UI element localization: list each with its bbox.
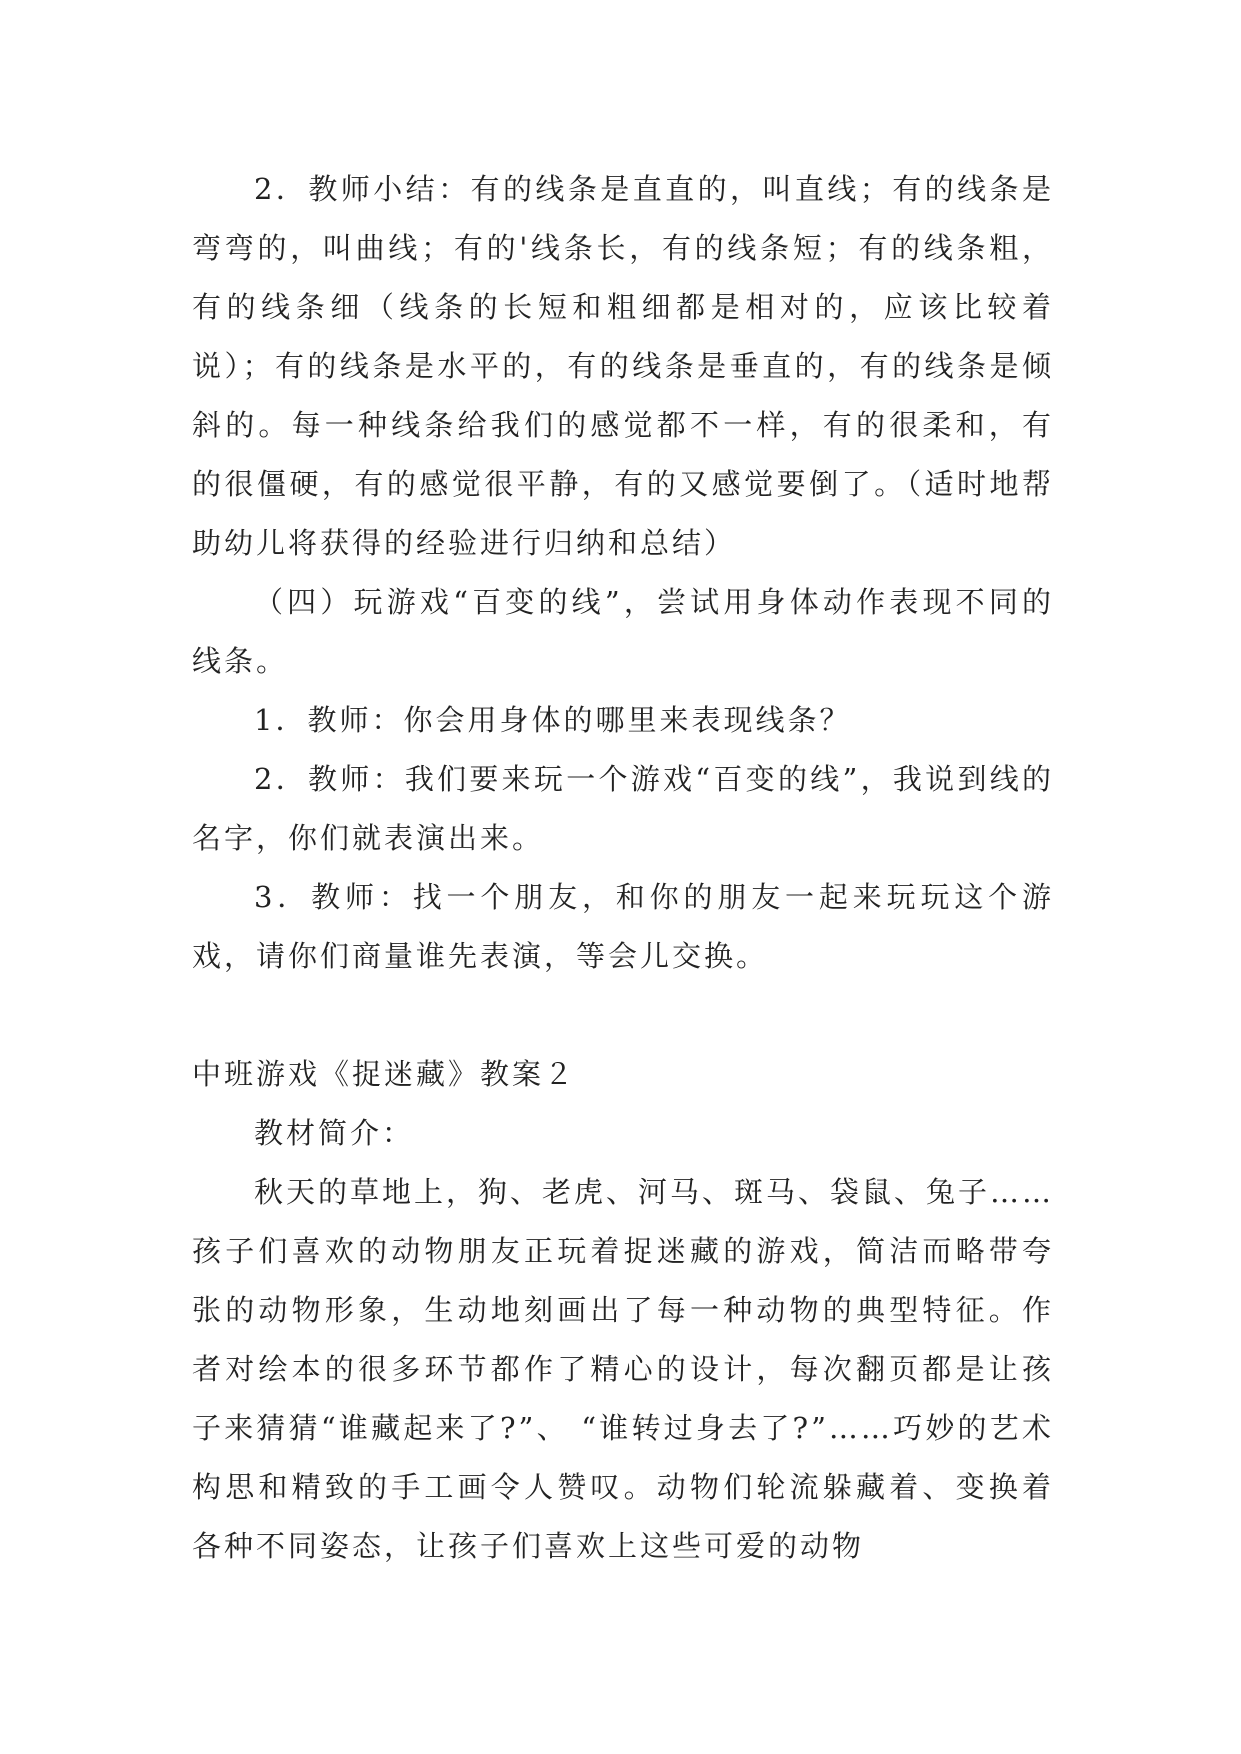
paragraph-material-intro-label: 教材简介： [254, 1116, 415, 1150]
paragraph-material-intro: 秋天的草地上，狗、老虎、河马、斑马、袋鼠、兔子……孩子们喜欢的动物朋友正玩着捉迷藏的游戏，简洁而略带夸张的动物形象，生动地刻画出了每一种动物的典型特征。作者对绘本的很多环节都作了精心的设计，每次翻页都是让孩子来猜猜“谁藏起来了?”、 “谁转过身去了?”……巧妙的艺术构思和精致的手工画令人赞叹。动物们轮流躲藏着、变换着各种不同姿态，让孩子们喜欢上这些可爱的动物 [192, 1175, 1055, 1563]
document-page [192, 160, 1054, 1576]
paragraph-step-2: 2．教师：我们要来玩一个游戏“百变的线”，我说到线的名字，你们就表演出来。 [192, 762, 1054, 855]
paragraph-teacher-summary: 2．教师小结：有的线条是直直的，叫直线；有的线条是弯弯的，叫曲线；有的'线条长，有的线条短；有的线条粗，有的线条细（线条的长短和粗细都是相对的，应该比较着说）；有的线条是水平的，有的线条是垂直的，有的线条是倾斜的。每一种线条给我们的感觉都不一样，有的很柔和，有的很僵硬，有的感觉很平静，有的又感觉要倒了。（适时地帮助幼儿将获得的经验进行归纳和总结） [192, 172, 1054, 560]
section-title: 中班游戏《捉迷藏》教案２ [192, 1057, 577, 1091]
paragraph-step-3: 3．教师：找一个朋友，和你的朋友一起来玩玩这个游戏，请你们商量谁先表演，等会儿交换。 [192, 880, 1054, 973]
paragraph-game-section-four: （四）玩游戏“百变的线”，尝试用身体动作表现不同的线条。 [192, 585, 1054, 678]
paragraph-step-1: 1．教师：你会用身体的哪里来表现线条？ [254, 703, 852, 737]
